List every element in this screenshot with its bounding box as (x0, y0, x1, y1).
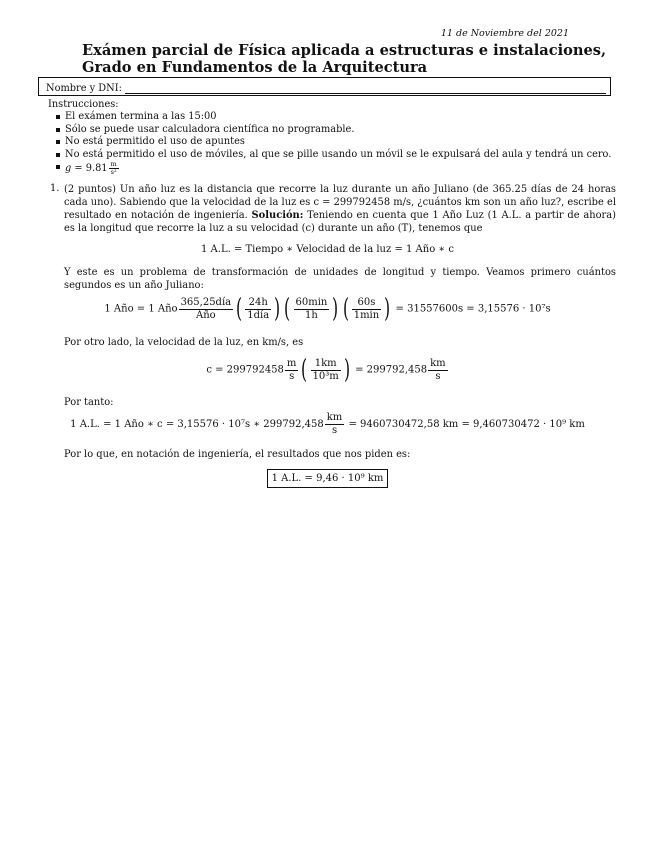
instruction-item: No está permitido el uso de apuntes (56, 136, 611, 149)
gravity-unit: $\frac{m}{\text{s²}}$ (110, 160, 117, 177)
problem-statement (64, 183, 616, 235)
equation-3: c = 299792458 $\frac{m}{s}$ ( $\frac{1km}{\text{10³m}}$ ) = 299792,458 $\frac{km}{s}$ (206, 355, 446, 385)
exam-title (82, 42, 606, 76)
instruction-gravity (56, 161, 611, 176)
fraction: $\frac{60\min}{1h}$ (295, 296, 328, 321)
paragraph-julian-year: Y este es un problema de transformación de unidades de longitud y tiempo. Veamos primero cuántos segundos es un año Juliano: (64, 267, 616, 291)
problem-number: 1. (50, 183, 60, 194)
final-answer-box: 1 A.L. = 9,46 · 10⁹ km (267, 469, 389, 488)
name-dni-line (125, 93, 606, 94)
solution-intro: Teniendo en cuenta que 1 Año Luz (1 A.L. a partir de ahora) es la longitud que recorre la luz a su velocidad (c) durante un año (T), tenemos que (64, 210, 616, 234)
final-answer-wrap (0, 469, 655, 488)
name-dni-label: Nombre y DNI: (46, 83, 122, 94)
problem-text: (2 puntos) Un año luz es la distancia que recorre la luz durante un año Juliano (de 365.25 días de 24 horas cada uno). Sabiendo que la velocidad de la luz es c = 299792458 m/s, ¿cuántos km son un año luz?, escribe el resultado en notación de ingeniería. (64, 184, 616, 221)
title-line-2: Grado en Fundamentos de la Arquitectura (82, 59, 428, 76)
paragraph-conclusion: Por lo que, en notación de ingeniería, el resultados que nos piden es: (64, 449, 411, 460)
fraction: $\frac{km}{s}$ (430, 357, 446, 382)
instructions-heading: Instrucciones: (48, 99, 119, 110)
equation-1: 1 A.L. = Tiempo ∗ Velocidad de la luz = 1 Año ∗ c (201, 244, 454, 255)
instruction-item: El exámen termina a las 15:00 (56, 111, 611, 124)
solution-label: Solución: (251, 210, 304, 221)
gravity-symbol: g (65, 163, 72, 175)
paragraph-therefore: Por tanto: (64, 397, 114, 408)
gravity-value: = 9.81 (71, 163, 108, 175)
instruction-item: No está permitido el uso de móviles, al que se pille usando un móvil se le expulsará del aula y tendrá un cero. (56, 149, 611, 162)
fraction: $\frac{\text{365,25día}}{\text{Año}}$ (180, 296, 232, 321)
title-line-1: Exámen parcial de Física aplicada a estructuras e instalaciones, (82, 42, 607, 59)
instruction-item: Sólo se puede usar calculadora científica no programable. (56, 124, 611, 137)
paragraph-light-speed: Por otro lado, la velocidad de la luz, en km/s, es (64, 337, 304, 348)
fraction: $\frac{m}{s}$ (286, 357, 297, 382)
name-dni-box (38, 77, 611, 96)
exam-date: 11 de Noviembre del 2021 (440, 28, 569, 39)
equation-4: 1 A.L. = 1 Año ∗ c = 3,15576 · 10⁷s ∗ 299792,458 $\frac{km}{s}$ = 9460730472,58 km = 9,460730472 · 10⁹ km (70, 412, 585, 436)
fraction: $\frac{km}{s}$ (326, 412, 343, 436)
instructions-list (56, 111, 611, 176)
fraction: $\frac{24h}{\text{1día}}$ (247, 296, 270, 321)
equation-2: 1 Año = 1 Año $\frac{\text{365,25día}}{\text{Año}}$ ( $\frac{24h}{\text{1día}}$ ) ( $\frac{60\min}{1h}$ ) ( $\frac{60s}{1\min}$ ) = 31557600s = 3,15576 · 10⁷s (104, 294, 551, 324)
fraction: $\frac{60s}{1\min}$ (353, 296, 380, 321)
fraction: $\frac{1km}{\text{10³m}}$ (312, 357, 339, 382)
